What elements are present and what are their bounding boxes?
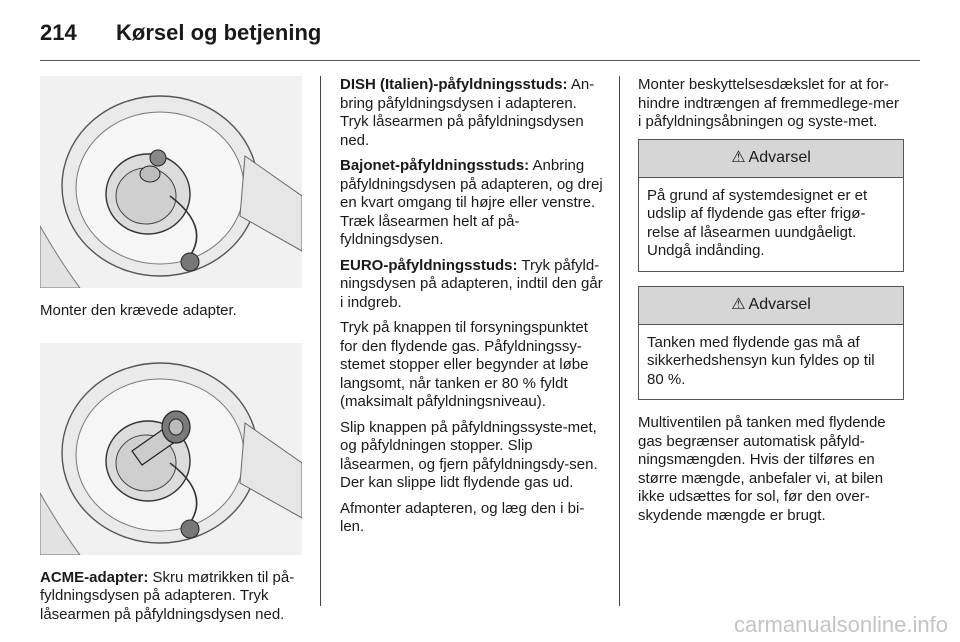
dish-label: DISH (Italien)-påfyldningsstuds:	[340, 76, 568, 93]
acme-adapter-label: ACME-adapter:	[40, 568, 149, 586]
figure-1-caption: Monter den krævede adapter.	[40, 302, 237, 319]
warning-triangle-icon: ⚠	[731, 295, 746, 313]
warning-box-2-body: Tanken med flydende gas må af sikkerhedshensyn kun fyldes op til 80 %.	[647, 333, 875, 388]
warning-box-2-header	[639, 287, 903, 325]
euro-paragraph	[340, 257, 604, 313]
bajonet-label: Bajonet-påfyldningsstuds:	[340, 157, 530, 174]
release-button-paragraph: Slip knappen på påfyldningssyste-met, og påfyldningen stopper. Slip låsearmen, og fjern påfyldningsdy-sen. Der kan slippe lidt flydende gas ud.	[340, 418, 598, 491]
dish-text: An-bring påfyldningsdysen i adapteren. Tryk låsearmen på påfyldningsdysen ned.	[340, 76, 595, 149]
column-2	[340, 76, 604, 544]
acme-adapter-illustration	[40, 343, 302, 555]
acme-adapter-paragraph	[40, 569, 302, 625]
page-header	[40, 18, 920, 62]
warning-box-1-title: Advarsel	[748, 148, 811, 166]
euro-label: EURO-påfyldningsstuds:	[340, 256, 518, 274]
bajonet-text: Anbring påfyldningsdysen på adapteren, og drej en kvart omgang til højre eller venstre. Træk låsearmen helt af på-fyldningsdysen.	[340, 157, 603, 248]
figure-acme-adapter	[40, 343, 302, 555]
euro-text: Tryk påfyld-ningsdysen på adapteren, indtil den går i indgreb.	[340, 256, 603, 311]
page-number: 214	[40, 20, 77, 45]
filler-neck-illustration	[40, 76, 302, 288]
press-button-paragraph: Tryk på knappen til forsyningspunktet for den flydende gas. Påfyldningssy-stemet stopper eller begynder at løbe langsomt, når tanken er 80 % fyldt (maksimalt påfyldningsniveau).	[340, 319, 589, 410]
protective-cap-paragraph: Monter beskyttelsesdækslet for at for-hindre indtrængen af fremmedlege-mer i påfyldningsåbningen og syste-met.	[638, 76, 899, 130]
remove-adapter-paragraph: Afmonter adapteren, og læg den i bi-len.	[340, 499, 585, 535]
header-divider	[40, 60, 920, 61]
page-title: Kørsel og betjening	[116, 20, 322, 45]
figure-filler-adapter	[40, 76, 302, 288]
dish-paragraph	[340, 76, 604, 150]
warning-box-1-body: På grund af systemdesignet er et udslip af flydende gas efter frigø-relse af låsearmen uundgåeligt. Undgå indånding.	[647, 186, 868, 259]
warning-box-1	[638, 139, 904, 272]
column-divider-1	[320, 76, 321, 606]
warning-box-1-header	[639, 140, 903, 178]
bajonet-paragraph	[340, 157, 604, 250]
column-divider-2	[619, 76, 620, 606]
multivalve-paragraph: Multiventilen på tanken med flydende gas begrænser automatisk påfyld-ningsmængden. Hvis der tilføres en større mængde, anbefaler vi, at bilen ikke udsættes for sol, før den over-skydende mængde er brugt.	[638, 414, 886, 524]
acme-adapter-text: Skru møtrikken til på-fyldningsdysen på adapteren. Tryk låsearmen på påfyldningsdysen ned.	[40, 568, 295, 623]
warning-box-2-title: Advarsel	[748, 295, 811, 313]
warning-triangle-icon: ⚠	[731, 148, 746, 166]
column-3	[638, 76, 904, 532]
watermark: carmanualsonline.info	[733, 612, 948, 637]
warning-box-2	[638, 286, 904, 401]
column-1	[40, 76, 302, 624]
